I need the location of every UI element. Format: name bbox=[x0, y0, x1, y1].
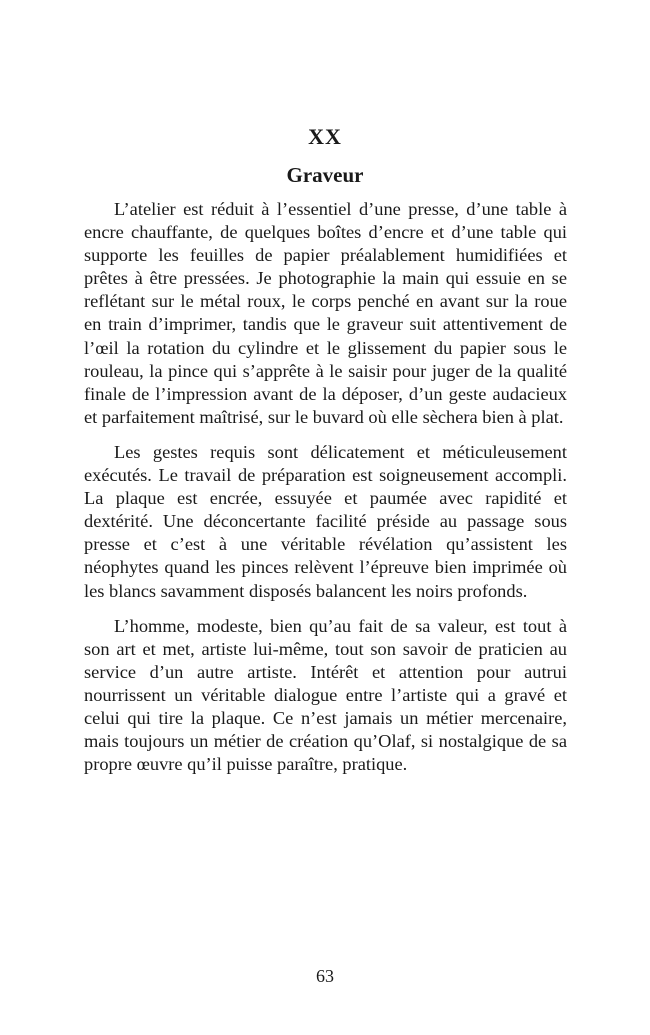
paragraph: Les gestes requis sont délicatement et méticuleusement exécutés. Le travail de préparation est soigneusement accompli. La plaque est encrée, essuyée et paumée avec rapidité et dextérité. Une déconcertante facilité préside au passage sous presse et c’est à une véritable révélation qu’assistent les néophytes quand les pinces relèvent l’épreuve bien imprimée où les blancs savamment disposés balancent les noirs profonds. bbox=[84, 441, 567, 601]
paragraph: L’homme, modeste, bien qu’au fait de sa valeur, est tout à son art et met, artiste lui-même, tout son savoir de praticien au service d’un autre artiste. Intérêt et attention pour autrui nourrissent un véritable dialogue entre l’artiste qui a gravé et celui qui tire la plaque. Ce n’est jamais un métier mercenaire, mais toujours un métier de création qu’Olaf, si nostalgique de sa propre œuvre qu’il puisse paraître, pratique. bbox=[84, 615, 567, 775]
chapter-title: Graveur bbox=[286, 163, 364, 187]
paragraph: L’atelier est réduit à l’essentiel d’une presse, d’une table à encre chauffante, de quelques boîtes d’encre et d’une table qui supporte les feuilles de papier préalablement humidifiées et prêtes à être pressées. Je photographie la main qui essuie en se reflétant sur le métal roux, le corps penché en avant sur la roue en train d’imprimer, tandis que le graveur suit attentivement de l’œil la rotation du cylindre et le glissement du papier sous le rouleau, la pince qui s’apprête à le saisir pour juger de la qualité finale de l’impression avant de la déposer, d’un geste audacieux et parfaitement maîtrisé, sur le buvard où elle sèchera bien à plat. bbox=[84, 199, 567, 427]
page-number: 63 bbox=[316, 966, 334, 986]
chapter-body bbox=[84, 198, 567, 788]
chapter-number: XX bbox=[308, 124, 342, 149]
